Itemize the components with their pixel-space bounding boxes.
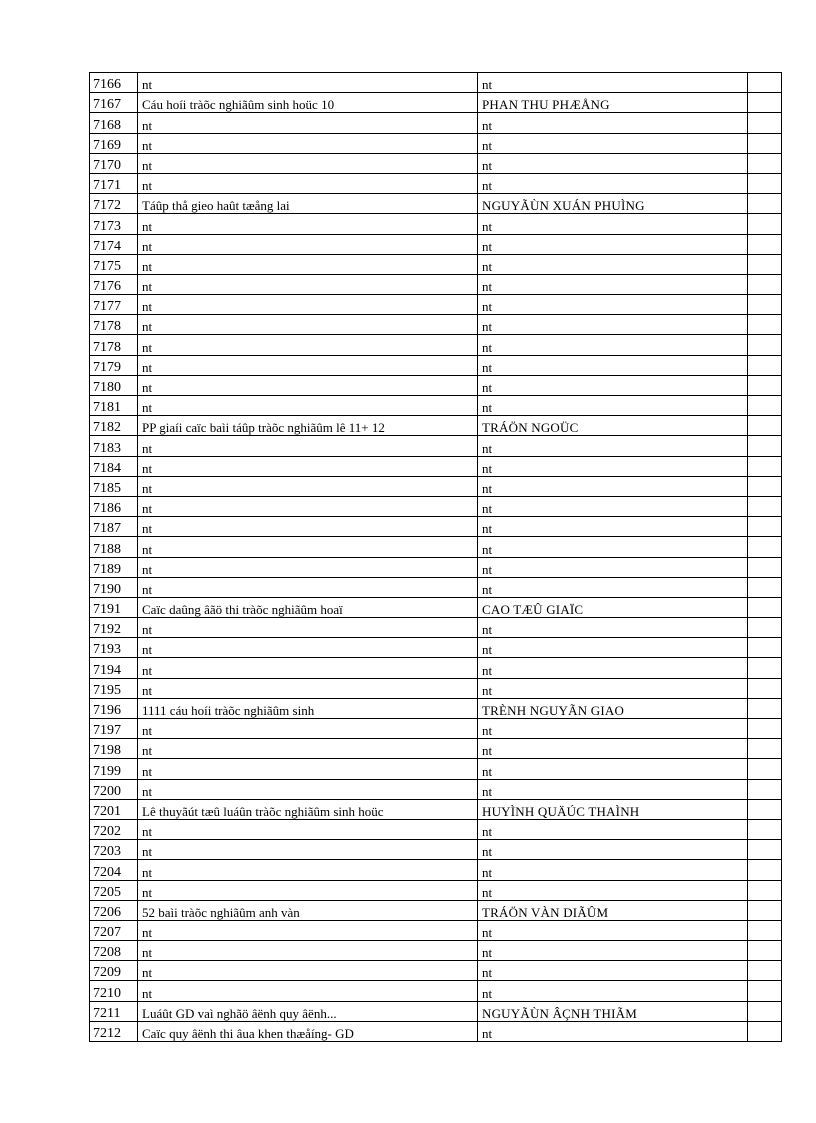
book-title-cell: nt	[138, 355, 478, 375]
book-title-cell: nt	[138, 961, 478, 981]
book-title-cell: Luáût GD vaì nghãö âënh quy âënh...	[138, 1001, 478, 1021]
book-note-cell	[748, 496, 782, 516]
book-number-cell: 7189	[90, 557, 138, 577]
book-note-cell	[748, 638, 782, 658]
table-row	[90, 375, 782, 395]
table-row	[90, 739, 782, 759]
book-author-cell: nt	[478, 274, 748, 294]
book-note-cell	[748, 941, 782, 961]
table-row	[90, 234, 782, 254]
book-note-cell	[748, 355, 782, 375]
book-note-cell	[748, 880, 782, 900]
table-row	[90, 295, 782, 315]
table-row	[90, 436, 782, 456]
book-number-cell: 7192	[90, 618, 138, 638]
book-title-cell: nt	[138, 618, 478, 638]
catalog-table-body	[90, 73, 782, 1042]
book-author-cell: nt	[478, 719, 748, 739]
book-number-cell: 7206	[90, 900, 138, 920]
table-row	[90, 214, 782, 234]
book-number-cell: 7174	[90, 234, 138, 254]
table-row	[90, 416, 782, 436]
book-author-cell: nt	[478, 315, 748, 335]
book-author-cell: nt	[478, 819, 748, 839]
table-row	[90, 900, 782, 920]
table-row	[90, 456, 782, 476]
book-title-cell: Cáu hoíi tràõc nghiãûm sinh hoüc 10	[138, 93, 478, 113]
table-row	[90, 719, 782, 739]
book-note-cell	[748, 1001, 782, 1021]
book-note-cell	[748, 476, 782, 496]
book-note-cell	[748, 819, 782, 839]
book-author-cell: PHAN THU PHÆÅNG	[478, 93, 748, 113]
book-note-cell	[748, 436, 782, 456]
table-row	[90, 880, 782, 900]
table-row	[90, 920, 782, 940]
book-title-cell: nt	[138, 819, 478, 839]
book-note-cell	[748, 153, 782, 173]
table-row	[90, 557, 782, 577]
book-number-cell: 7193	[90, 638, 138, 658]
table-row	[90, 941, 782, 961]
book-author-cell: nt	[478, 658, 748, 678]
table-row	[90, 496, 782, 516]
book-title-cell: nt	[138, 860, 478, 880]
book-title-cell: PP giaíi caïc baìi táûp tràõc nghiãûm lê 11+ 12	[138, 416, 478, 436]
book-number-cell: 7202	[90, 819, 138, 839]
book-number-cell: 7188	[90, 537, 138, 557]
book-title-cell: nt	[138, 274, 478, 294]
book-note-cell	[748, 214, 782, 234]
book-note-cell	[748, 678, 782, 698]
table-row	[90, 819, 782, 839]
book-author-cell: nt	[478, 678, 748, 698]
book-number-cell: 7176	[90, 274, 138, 294]
table-row	[90, 799, 782, 819]
book-note-cell	[748, 860, 782, 880]
book-author-cell: nt	[478, 234, 748, 254]
book-title-cell: nt	[138, 133, 478, 153]
book-number-cell: 7187	[90, 517, 138, 537]
book-note-cell	[748, 698, 782, 718]
book-note-cell	[748, 900, 782, 920]
book-title-cell: Caïc daûng âãö thi tràõc nghiãûm hoaï	[138, 597, 478, 617]
book-note-cell	[748, 396, 782, 416]
book-number-cell: 7186	[90, 496, 138, 516]
book-number-cell: 7209	[90, 961, 138, 981]
book-author-cell: nt	[478, 113, 748, 133]
book-author-cell: nt	[478, 860, 748, 880]
book-number-cell: 7182	[90, 416, 138, 436]
book-author-cell: NGUYÃÙN ÂÇNH THIÃM	[478, 1001, 748, 1021]
book-title-cell: nt	[138, 840, 478, 860]
book-author-cell: nt	[478, 173, 748, 193]
book-author-cell: nt	[478, 981, 748, 1001]
table-row	[90, 840, 782, 860]
table-row	[90, 597, 782, 617]
book-note-cell	[748, 133, 782, 153]
book-author-cell: nt	[478, 759, 748, 779]
book-author-cell: nt	[478, 739, 748, 759]
book-author-cell: nt	[478, 779, 748, 799]
book-note-cell	[748, 537, 782, 557]
book-author-cell: nt	[478, 295, 748, 315]
book-number-cell: 7180	[90, 375, 138, 395]
book-author-cell: nt	[478, 618, 748, 638]
book-note-cell	[748, 779, 782, 799]
table-row	[90, 254, 782, 274]
book-number-cell: 7178	[90, 335, 138, 355]
book-title-cell: nt	[138, 436, 478, 456]
book-author-cell: TRÁÖN VÀN DIÃÛM	[478, 900, 748, 920]
book-title-cell: nt	[138, 173, 478, 193]
table-row	[90, 315, 782, 335]
book-author-cell: nt	[478, 941, 748, 961]
book-author-cell: nt	[478, 537, 748, 557]
book-title-cell: nt	[138, 759, 478, 779]
book-title-cell: nt	[138, 920, 478, 940]
table-row	[90, 396, 782, 416]
book-author-cell: nt	[478, 496, 748, 516]
book-author-cell: nt	[478, 476, 748, 496]
book-number-cell: 7178	[90, 315, 138, 335]
book-author-cell: nt	[478, 214, 748, 234]
book-author-cell: nt	[478, 375, 748, 395]
book-number-cell: 7172	[90, 194, 138, 214]
book-title-cell: nt	[138, 113, 478, 133]
table-row	[90, 73, 782, 93]
book-number-cell: 7198	[90, 739, 138, 759]
book-number-cell: 7168	[90, 113, 138, 133]
book-number-cell: 7208	[90, 941, 138, 961]
book-author-cell: nt	[478, 920, 748, 940]
book-title-cell: nt	[138, 496, 478, 516]
book-author-cell: nt	[478, 880, 748, 900]
book-title-cell: nt	[138, 295, 478, 315]
table-row	[90, 194, 782, 214]
table-row	[90, 779, 782, 799]
book-author-cell: TRÁÖN NGOÜC	[478, 416, 748, 436]
book-number-cell: 7190	[90, 577, 138, 597]
book-note-cell	[748, 719, 782, 739]
book-number-cell: 7167	[90, 93, 138, 113]
book-author-cell: nt	[478, 73, 748, 93]
book-number-cell: 7166	[90, 73, 138, 93]
book-title-cell: 1111 cáu hoíi tràõc nghiãûm sinh	[138, 698, 478, 718]
book-note-cell	[748, 375, 782, 395]
table-row	[90, 476, 782, 496]
book-number-cell: 7185	[90, 476, 138, 496]
book-author-cell: CAO TÆÛ GIAÏC	[478, 597, 748, 617]
table-row	[90, 1001, 782, 1021]
book-number-cell: 7177	[90, 295, 138, 315]
book-author-cell: nt	[478, 557, 748, 577]
book-title-cell: nt	[138, 557, 478, 577]
book-note-cell	[748, 173, 782, 193]
book-author-cell: HUYÌNH QUÄÚC THAÌNH	[478, 799, 748, 819]
table-row	[90, 153, 782, 173]
book-number-cell: 7175	[90, 254, 138, 274]
book-title-cell: nt	[138, 779, 478, 799]
book-title-cell: nt	[138, 658, 478, 678]
book-note-cell	[748, 315, 782, 335]
book-note-cell	[748, 73, 782, 93]
table-row	[90, 577, 782, 597]
book-author-cell: TRÈNH NGUYÃN GIAO	[478, 698, 748, 718]
book-note-cell	[748, 597, 782, 617]
book-author-cell: nt	[478, 961, 748, 981]
table-row	[90, 981, 782, 1001]
book-author-cell: nt	[478, 254, 748, 274]
book-number-cell: 7204	[90, 860, 138, 880]
table-row	[90, 133, 782, 153]
book-number-cell: 7212	[90, 1021, 138, 1041]
book-number-cell: 7203	[90, 840, 138, 860]
book-number-cell: 7199	[90, 759, 138, 779]
book-author-cell: NGUYÃÙN XUÁN PHUÌNG	[478, 194, 748, 214]
book-note-cell	[748, 739, 782, 759]
book-title-cell: nt	[138, 981, 478, 1001]
book-number-cell: 7170	[90, 153, 138, 173]
table-row	[90, 113, 782, 133]
book-note-cell	[748, 456, 782, 476]
book-title-cell: nt	[138, 254, 478, 274]
book-note-cell	[748, 295, 782, 315]
book-number-cell: 7183	[90, 436, 138, 456]
book-note-cell	[748, 254, 782, 274]
table-row	[90, 537, 782, 557]
book-title-cell: nt	[138, 234, 478, 254]
book-author-cell: nt	[478, 577, 748, 597]
book-note-cell	[748, 920, 782, 940]
book-title-cell: nt	[138, 214, 478, 234]
book-author-cell: nt	[478, 638, 748, 658]
table-row	[90, 658, 782, 678]
book-number-cell: 7211	[90, 1001, 138, 1021]
book-author-cell: nt	[478, 335, 748, 355]
book-number-cell: 7210	[90, 981, 138, 1001]
book-title-cell: nt	[138, 880, 478, 900]
book-title-cell: nt	[138, 153, 478, 173]
book-note-cell	[748, 961, 782, 981]
table-row	[90, 1021, 782, 1041]
table-row	[90, 961, 782, 981]
book-note-cell	[748, 274, 782, 294]
book-note-cell	[748, 557, 782, 577]
book-title-cell: nt	[138, 577, 478, 597]
book-note-cell	[748, 416, 782, 436]
book-note-cell	[748, 759, 782, 779]
book-title-cell: Lê thuyãút tæû luáûn tràõc nghiãûm sinh hoüc	[138, 799, 478, 819]
book-number-cell: 7207	[90, 920, 138, 940]
book-note-cell	[748, 840, 782, 860]
book-author-cell: nt	[478, 133, 748, 153]
table-row	[90, 860, 782, 880]
book-number-cell: 7173	[90, 214, 138, 234]
table-row	[90, 759, 782, 779]
table-row	[90, 517, 782, 537]
book-note-cell	[748, 234, 782, 254]
book-author-cell: nt	[478, 456, 748, 476]
book-title-cell: nt	[138, 335, 478, 355]
book-title-cell: Caïc quy âënh thi âua khen thæåíng- GD	[138, 1021, 478, 1041]
book-number-cell: 7184	[90, 456, 138, 476]
book-title-cell: nt	[138, 517, 478, 537]
book-note-cell	[748, 799, 782, 819]
book-note-cell	[748, 981, 782, 1001]
table-row	[90, 355, 782, 375]
table-row	[90, 173, 782, 193]
book-note-cell	[748, 577, 782, 597]
book-number-cell: 7191	[90, 597, 138, 617]
book-author-cell: nt	[478, 517, 748, 537]
book-author-cell: nt	[478, 153, 748, 173]
book-note-cell	[748, 194, 782, 214]
table-row	[90, 678, 782, 698]
book-title-cell: nt	[138, 73, 478, 93]
book-title-cell: nt	[138, 396, 478, 416]
book-note-cell	[748, 1021, 782, 1041]
book-note-cell	[748, 93, 782, 113]
table-row	[90, 335, 782, 355]
book-number-cell: 7200	[90, 779, 138, 799]
book-title-cell: nt	[138, 719, 478, 739]
book-author-cell: nt	[478, 396, 748, 416]
book-number-cell: 7205	[90, 880, 138, 900]
book-note-cell	[748, 517, 782, 537]
book-author-cell: nt	[478, 355, 748, 375]
book-note-cell	[748, 618, 782, 638]
book-title-cell: nt	[138, 476, 478, 496]
table-row	[90, 698, 782, 718]
book-author-cell: nt	[478, 840, 748, 860]
table-row	[90, 618, 782, 638]
book-number-cell: 7169	[90, 133, 138, 153]
book-number-cell: 7179	[90, 355, 138, 375]
book-title-cell: nt	[138, 375, 478, 395]
book-note-cell	[748, 658, 782, 678]
book-note-cell	[748, 113, 782, 133]
book-number-cell: 7194	[90, 658, 138, 678]
book-title-cell: nt	[138, 941, 478, 961]
book-title-cell: nt	[138, 678, 478, 698]
book-title-cell: nt	[138, 739, 478, 759]
book-number-cell: 7195	[90, 678, 138, 698]
book-title-cell: nt	[138, 638, 478, 658]
book-title-cell: nt	[138, 315, 478, 335]
book-number-cell: 7181	[90, 396, 138, 416]
book-title-cell: nt	[138, 537, 478, 557]
book-title-cell: 52 baìi tràõc nghiãûm anh vàn	[138, 900, 478, 920]
book-note-cell	[748, 335, 782, 355]
book-catalog-table	[89, 72, 782, 1042]
book-title-cell: Táûp thå gieo haût tæång lai	[138, 194, 478, 214]
book-number-cell: 7196	[90, 698, 138, 718]
book-number-cell: 7201	[90, 799, 138, 819]
book-author-cell: nt	[478, 1021, 748, 1041]
book-number-cell: 7197	[90, 719, 138, 739]
table-row	[90, 93, 782, 113]
book-title-cell: nt	[138, 456, 478, 476]
table-row	[90, 638, 782, 658]
table-row	[90, 274, 782, 294]
book-number-cell: 7171	[90, 173, 138, 193]
book-author-cell: nt	[478, 436, 748, 456]
